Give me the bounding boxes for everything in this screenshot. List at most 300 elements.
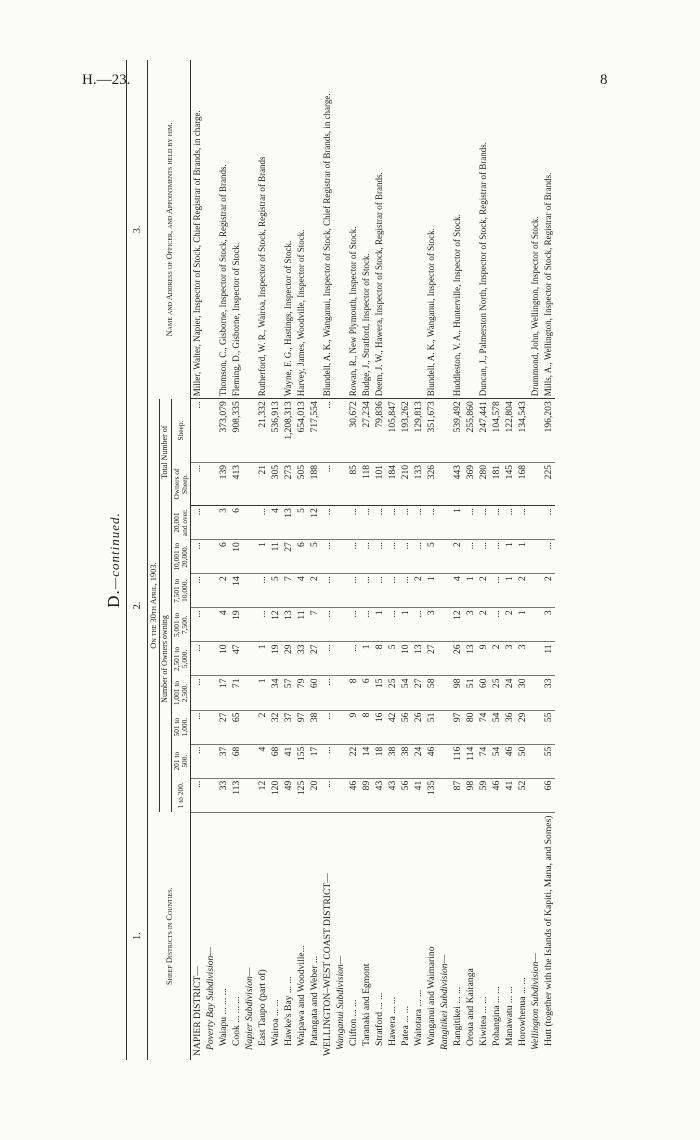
- table-row: [503, 60, 516, 1060]
- owners-count-cell: [334, 642, 347, 676]
- owners-count-cell: 43: [386, 778, 399, 812]
- owners-count-cell: ...: [321, 608, 334, 642]
- owners-count-cell: 1: [516, 540, 529, 574]
- range-header: 501 to 1,000.: [172, 710, 191, 744]
- owners-count-cell: 14: [230, 574, 243, 608]
- owners-count-cell: 25: [386, 676, 399, 710]
- officer-cell: [308, 60, 321, 399]
- district-name: Wellington Subdivision—: [530, 953, 542, 1050]
- owners-count-cell: 1: [451, 506, 464, 540]
- total-owners-cell: 505: [295, 462, 308, 505]
- owners-count-cell: 71: [230, 676, 243, 710]
- table-row: [542, 60, 555, 1060]
- district-name: Hawke's Bay ... ...: [283, 976, 295, 1046]
- owners-count-cell: 4: [295, 574, 308, 608]
- owners-count-cell: 10: [217, 642, 230, 676]
- owners-count-cell: [438, 710, 451, 744]
- total-owners-cell: 184: [386, 462, 399, 505]
- owners-count-cell: 42: [386, 710, 399, 744]
- owners-count-cell: ...: [321, 574, 334, 608]
- total-owners-cell: ...: [191, 462, 205, 505]
- owners-count-cell: ...: [191, 506, 205, 540]
- owners-count-cell: 113: [230, 778, 243, 812]
- owners-count-cell: [529, 710, 542, 744]
- district-name: East Taupo (part of): [257, 969, 269, 1046]
- owners-count-cell: 3: [516, 642, 529, 676]
- owners-count-cell: [529, 574, 542, 608]
- owners-count-cell: 33: [217, 778, 230, 812]
- officer-cell: Fleming, D., Gisborne, Inspector of Stock.: [230, 60, 243, 399]
- officer-cell: Blundell, A. K., Wanganui, Inspector of Stock, Chief Registrar of Brands, in charge.: [321, 60, 334, 399]
- owners-count-cell: ...: [321, 540, 334, 574]
- owners-count-cell: 1: [464, 574, 477, 608]
- owners-count-cell: 2: [451, 540, 464, 574]
- owners-count-cell: 26: [412, 710, 425, 744]
- owners-count-cell: 1: [503, 574, 516, 608]
- owners-count-cell: 3: [217, 506, 230, 540]
- owners-count-cell: 12: [308, 506, 321, 540]
- district-name: Clifton ... ...: [348, 999, 360, 1046]
- owners-count-cell: [204, 676, 217, 710]
- total-sheep-cell: 908,335: [230, 399, 243, 463]
- total-sheep-cell: 654,013: [295, 399, 308, 463]
- owners-count-cell: ...: [477, 506, 490, 540]
- district-name: Waitotara ... ...: [413, 989, 425, 1046]
- officer-cell: Thomson, C., Gisborne, Inspector of Stock, Registrar of Brands.: [217, 60, 230, 399]
- district-name: Stratford ... ...: [374, 992, 386, 1046]
- owners-count-cell: 32: [269, 710, 282, 744]
- owners-count-cell: [243, 574, 256, 608]
- owners-count-cell: 135: [425, 778, 438, 812]
- owners-count-cell: 33: [295, 642, 308, 676]
- owners-count-cell: [204, 506, 217, 540]
- owners-count-cell: ...: [412, 608, 425, 642]
- total-sheep-cell: 104,578: [490, 399, 503, 463]
- owners-count-cell: 9: [477, 642, 490, 676]
- owners-count-cell: 24: [412, 744, 425, 778]
- owners-count-cell: 37: [282, 710, 295, 744]
- owners-count-cell: 36: [503, 710, 516, 744]
- district-name: Kiwitea ... ...: [478, 996, 490, 1046]
- owners-count-cell: [334, 710, 347, 744]
- owners-count-cell: 4: [451, 574, 464, 608]
- owners-count-cell: ...: [360, 574, 373, 608]
- total-sheep-cell: 105,847: [386, 399, 399, 463]
- owners-count-cell: [334, 540, 347, 574]
- district-name: NAPIER DISTRICT—: [192, 966, 204, 1056]
- owners-count-cell: 1: [360, 642, 373, 676]
- table-row: [243, 60, 256, 1060]
- table-row: [217, 60, 230, 1060]
- owners-count-cell: [204, 608, 217, 642]
- owners-count-cell: [243, 710, 256, 744]
- district-name: Waipawa and Woodville...: [296, 945, 308, 1046]
- total-owners-cell: 168: [516, 462, 529, 505]
- owners-count-cell: ...: [490, 540, 503, 574]
- officer-cell: Huddleston, V. A., Hunterville, Inspector of Stock.: [451, 60, 464, 399]
- total-sheep-cell: [438, 399, 451, 463]
- owners-count-cell: [243, 608, 256, 642]
- range-header: 5,001 to 7,500.: [172, 608, 191, 642]
- owners-count-cell: 5: [295, 506, 308, 540]
- owners-count-cell: 57: [282, 676, 295, 710]
- owners-count-cell: [334, 608, 347, 642]
- total-sheep-cell: 351,673: [425, 399, 438, 463]
- owners-count-cell: ...: [321, 744, 334, 778]
- owners-count-cell: 4: [217, 608, 230, 642]
- owners-count-cell: [204, 574, 217, 608]
- sheep-returns-table: [126, 60, 555, 1060]
- owners-count-cell: 51: [425, 710, 438, 744]
- owners-count-cell: 46: [347, 778, 360, 812]
- owners-count-cell: 38: [399, 744, 412, 778]
- table-caption: [104, 60, 124, 1060]
- owners-count-cell: 89: [360, 778, 373, 812]
- owners-count-cell: 74: [477, 744, 490, 778]
- owners-count-cell: [529, 642, 542, 676]
- owners-count-cell: [529, 608, 542, 642]
- owners-count-cell: 2: [412, 574, 425, 608]
- owners-count-cell: ...: [399, 574, 412, 608]
- owners-count-cell: ...: [477, 540, 490, 574]
- owners-count-cell: 33: [542, 676, 555, 710]
- total-owners-cell: 181: [490, 462, 503, 505]
- officer-cell: [204, 60, 217, 399]
- owners-count-cell: ...: [542, 540, 555, 574]
- total-owners-cell: 145: [503, 462, 516, 505]
- district-name: Pohangina ... ...: [491, 986, 503, 1046]
- caption-subtitle: —continued.: [107, 512, 122, 590]
- owners-count-cell: 4: [269, 506, 282, 540]
- owners-count-cell: 1: [399, 608, 412, 642]
- owners-count-cell: 2: [256, 710, 269, 744]
- owners-count-cell: ...: [373, 540, 386, 574]
- officer-cell: [438, 60, 451, 399]
- owners-count-cell: 41: [282, 744, 295, 778]
- owners-count-cell: [438, 744, 451, 778]
- owners-count-cell: 7: [308, 608, 321, 642]
- total-sheep-cell: 193,262: [399, 399, 412, 463]
- owners-count-cell: 47: [230, 642, 243, 676]
- owners-count-cell: 27: [217, 710, 230, 744]
- owners-count-cell: ...: [347, 608, 360, 642]
- table-row: [360, 60, 373, 1060]
- owners-count-cell: 3: [425, 608, 438, 642]
- owners-count-cell: ...: [386, 540, 399, 574]
- officer-cell: [464, 60, 477, 399]
- owners-count-cell: 17: [217, 676, 230, 710]
- table-row: [334, 60, 347, 1060]
- range-header: 10,001 to 20,000.: [172, 540, 191, 574]
- owners-count-cell: 11: [542, 642, 555, 676]
- owners-count-cell: 17: [308, 744, 321, 778]
- owners-count-cell: 1: [256, 676, 269, 710]
- table-row: [412, 60, 425, 1060]
- owners-count-cell: ...: [490, 506, 503, 540]
- owners-count-cell: ...: [191, 540, 205, 574]
- owners-count-cell: ...: [399, 506, 412, 540]
- range-header: 201 to 500.: [172, 744, 191, 778]
- owners-count-cell: 56: [399, 778, 412, 812]
- owners-count-cell: ...: [464, 540, 477, 574]
- owners-count-cell: 2: [542, 574, 555, 608]
- owners-count-cell: 41: [412, 778, 425, 812]
- owners-count-cell: 74: [477, 710, 490, 744]
- owners-count-cell: 59: [477, 778, 490, 812]
- total-owners-cell: [334, 462, 347, 505]
- owners-count-cell: ...: [347, 540, 360, 574]
- owners-count-cell: 87: [451, 778, 464, 812]
- owners-count-cell: [334, 676, 347, 710]
- district-name: Wanganui Subdivision—: [335, 955, 347, 1050]
- total-sheep-cell: [243, 399, 256, 463]
- owners-count-cell: 1: [425, 574, 438, 608]
- owners-count-cell: 27: [425, 642, 438, 676]
- owners-count-cell: 98: [451, 676, 464, 710]
- owners-count-cell: ...: [373, 506, 386, 540]
- table-row: [529, 60, 542, 1060]
- total-owners-cell: [529, 462, 542, 505]
- table-row: [373, 60, 386, 1060]
- owners-count-cell: 80: [464, 710, 477, 744]
- table-row: [516, 60, 529, 1060]
- owners-count-cell: 54: [490, 710, 503, 744]
- owners-count-cell: 6: [230, 506, 243, 540]
- total-owners-cell: 273: [282, 462, 295, 505]
- district-name: Horowhenua ... ...: [517, 977, 529, 1046]
- owners-count-cell: [243, 540, 256, 574]
- owners-count-cell: 27: [282, 540, 295, 574]
- district-name: Hutt (together with the Islands of Kapiti, Mana, and Somes): [543, 815, 555, 1046]
- officer-cell: [334, 60, 347, 399]
- owners-group-header: Number of Owners owning: [160, 506, 172, 813]
- officer-cell: Miller, Walter, Napier, Inspector of Stock, Chief Registrar of Brands, in charge.: [191, 60, 205, 399]
- table-row: [230, 60, 243, 1060]
- owners-count-cell: ...: [321, 676, 334, 710]
- owners-count-cell: 116: [451, 744, 464, 778]
- owners-count-cell: ...: [256, 574, 269, 608]
- total-owners-cell: 85: [347, 462, 360, 505]
- owners-count-cell: ...: [516, 506, 529, 540]
- owners-count-cell: ...: [503, 506, 516, 540]
- owners-count-cell: 13: [282, 506, 295, 540]
- owners-count-cell: 38: [308, 710, 321, 744]
- owners-count-cell: 13: [464, 642, 477, 676]
- owners-count-cell: ...: [360, 540, 373, 574]
- total-sheep-cell: 129,813: [412, 399, 425, 463]
- owners-count-cell: [529, 676, 542, 710]
- total-owners-cell: [204, 462, 217, 505]
- table-row: [425, 60, 438, 1060]
- total-sheep-cell: 247,441: [477, 399, 490, 463]
- district-name: Rangitikei Subdivision—: [439, 954, 451, 1050]
- total-sheep-cell: 134,543: [516, 399, 529, 463]
- total-sheep-cell: 122,804: [503, 399, 516, 463]
- owners-count-cell: [529, 506, 542, 540]
- owners-count-cell: 41: [503, 778, 516, 812]
- owners-count-cell: ...: [191, 778, 205, 812]
- owners-count-cell: [334, 506, 347, 540]
- owners-count-cell: [204, 642, 217, 676]
- district-name: Napier Subdivision—: [244, 967, 256, 1050]
- owners-count-cell: 155: [295, 744, 308, 778]
- owners-count-cell: ...: [360, 506, 373, 540]
- owners-count-cell: 13: [282, 608, 295, 642]
- total-group-header: Total Number of: [160, 399, 172, 506]
- district-name: Patangata and Weber ...: [309, 955, 321, 1046]
- owners-count-cell: 60: [308, 676, 321, 710]
- owners-count-cell: ...: [256, 608, 269, 642]
- district-name: Cook ... ... ...: [231, 996, 243, 1046]
- owners-count-cell: 15: [373, 676, 386, 710]
- range-header: 7,501 to 10,000.: [172, 574, 191, 608]
- table-row: [308, 60, 321, 1060]
- table-row: [451, 60, 464, 1060]
- owners-count-cell: [204, 744, 217, 778]
- owners-count-cell: 43: [373, 778, 386, 812]
- owners-count-cell: 2: [477, 574, 490, 608]
- table-row: [256, 60, 269, 1060]
- total-owners-cell: 21: [256, 462, 269, 505]
- owners-count-cell: 29: [516, 710, 529, 744]
- owners-count-cell: 11: [269, 540, 282, 574]
- officer-cell: Blundell, A. K., Wanganui, Inspector of Stock.: [425, 60, 438, 399]
- districts-header: Sheep Districts in Counties.: [148, 812, 191, 1060]
- owners-count-cell: 6: [360, 676, 373, 710]
- total-owners-cell: 225: [542, 462, 555, 505]
- table-body: [191, 60, 556, 1060]
- owners-count-cell: 9: [347, 710, 360, 744]
- district-name: Manawatu ... ...: [504, 986, 516, 1046]
- total-sheep-cell: 373,079: [217, 399, 230, 463]
- total-sheep-cell: 196,203: [542, 399, 555, 463]
- owners-count-cell: 27: [412, 676, 425, 710]
- caption-title: D.: [104, 589, 123, 608]
- owners-count-cell: ...: [490, 574, 503, 608]
- officer-cell: Duncan, J., Palmerston North, Inspector of Stock, Registrar of Brands.: [477, 60, 490, 399]
- table-row: [321, 60, 334, 1060]
- owners-of-sheep-header: Owners of Sheep.: [172, 462, 191, 505]
- col-2-number: 2.: [127, 399, 148, 813]
- owners-count-cell: 55: [542, 710, 555, 744]
- total-owners-cell: 305: [269, 462, 282, 505]
- owners-count-cell: 46: [490, 778, 503, 812]
- owners-count-cell: [204, 778, 217, 812]
- owners-count-cell: 1: [373, 608, 386, 642]
- officer-cell: Rutherford, W. R., Wairoa, Inspector of Stock, Registrar of Brands: [256, 60, 269, 399]
- owners-count-cell: 56: [399, 710, 412, 744]
- owners-count-cell: [438, 676, 451, 710]
- district-name: Rangitikei ... ...: [452, 986, 464, 1046]
- owners-count-cell: 4: [256, 744, 269, 778]
- owners-count-cell: 18: [373, 744, 386, 778]
- owners-count-cell: 5: [308, 540, 321, 574]
- owners-count-cell: 14: [360, 744, 373, 778]
- total-owners-cell: 133: [412, 462, 425, 505]
- total-owners-cell: 210: [399, 462, 412, 505]
- table-row: [191, 60, 205, 1060]
- owners-count-cell: 1: [256, 642, 269, 676]
- owners-count-cell: 10: [399, 642, 412, 676]
- owners-count-cell: 3: [542, 608, 555, 642]
- owners-count-cell: 38: [386, 744, 399, 778]
- officer-cell: Rowan, R., New Plymouth, Inspector of Stock.: [347, 60, 360, 399]
- owners-count-cell: 50: [516, 744, 529, 778]
- owners-count-cell: 68: [269, 744, 282, 778]
- table-row: [490, 60, 503, 1060]
- owners-count-cell: 51: [464, 676, 477, 710]
- owners-count-cell: 66: [542, 778, 555, 812]
- total-sheep-cell: [334, 399, 347, 463]
- district-name: Waiapu ... ... ...: [218, 988, 230, 1046]
- owners-count-cell: 24: [503, 676, 516, 710]
- owners-count-cell: 6: [217, 540, 230, 574]
- owners-count-cell: [243, 642, 256, 676]
- owners-count-cell: 5: [269, 574, 282, 608]
- total-owners-cell: 326: [425, 462, 438, 505]
- total-owners-cell: ...: [321, 462, 334, 505]
- owners-count-cell: 37: [217, 744, 230, 778]
- owners-count-cell: ...: [542, 506, 555, 540]
- owners-count-cell: 7: [282, 574, 295, 608]
- owners-count-cell: 20: [308, 778, 321, 812]
- col-3-number: 3.: [127, 60, 148, 399]
- sheep-header: Sheep.: [172, 399, 191, 463]
- officer-cell: [243, 60, 256, 399]
- owners-count-cell: 19: [269, 642, 282, 676]
- owners-count-cell: 52: [516, 778, 529, 812]
- owners-count-cell: 5: [386, 642, 399, 676]
- owners-count-cell: 58: [425, 676, 438, 710]
- owners-count-cell: ...: [386, 574, 399, 608]
- total-owners-cell: 139: [217, 462, 230, 505]
- officer-cell: [503, 60, 516, 399]
- owners-count-cell: ...: [191, 744, 205, 778]
- owners-count-cell: ...: [360, 608, 373, 642]
- owners-count-cell: 65: [230, 710, 243, 744]
- owners-count-cell: 10: [230, 540, 243, 574]
- total-owners-cell: 101: [373, 462, 386, 505]
- owners-count-cell: [243, 676, 256, 710]
- owners-count-cell: [334, 744, 347, 778]
- owners-count-cell: ...: [425, 506, 438, 540]
- owners-count-cell: 12: [451, 608, 464, 642]
- owners-count-cell: 1: [516, 608, 529, 642]
- total-sheep-cell: 1,208,313: [282, 399, 295, 463]
- owners-count-cell: 98: [464, 778, 477, 812]
- owners-count-cell: [243, 744, 256, 778]
- owners-count-cell: 12: [256, 778, 269, 812]
- owners-count-cell: 2: [503, 608, 516, 642]
- owners-count-cell: [438, 642, 451, 676]
- table-row: [464, 60, 477, 1060]
- owners-count-cell: [438, 506, 451, 540]
- officer-header: Name and Address of Officer, and Appointments held by him.: [148, 60, 191, 399]
- owners-count-cell: [438, 540, 451, 574]
- col-1-number: 1.: [127, 812, 148, 1060]
- period-header: On the 30th April, 1903.: [148, 399, 160, 813]
- owners-count-cell: [243, 778, 256, 812]
- owners-count-cell: 97: [451, 710, 464, 744]
- owners-count-cell: ...: [464, 506, 477, 540]
- officer-cell: [399, 60, 412, 399]
- table-row: [386, 60, 399, 1060]
- owners-count-cell: [204, 710, 217, 744]
- range-header: 2,501 to 5,000.: [172, 642, 191, 676]
- owners-count-cell: ...: [490, 608, 503, 642]
- owners-count-cell: [529, 778, 542, 812]
- total-sheep-cell: ...: [321, 399, 334, 463]
